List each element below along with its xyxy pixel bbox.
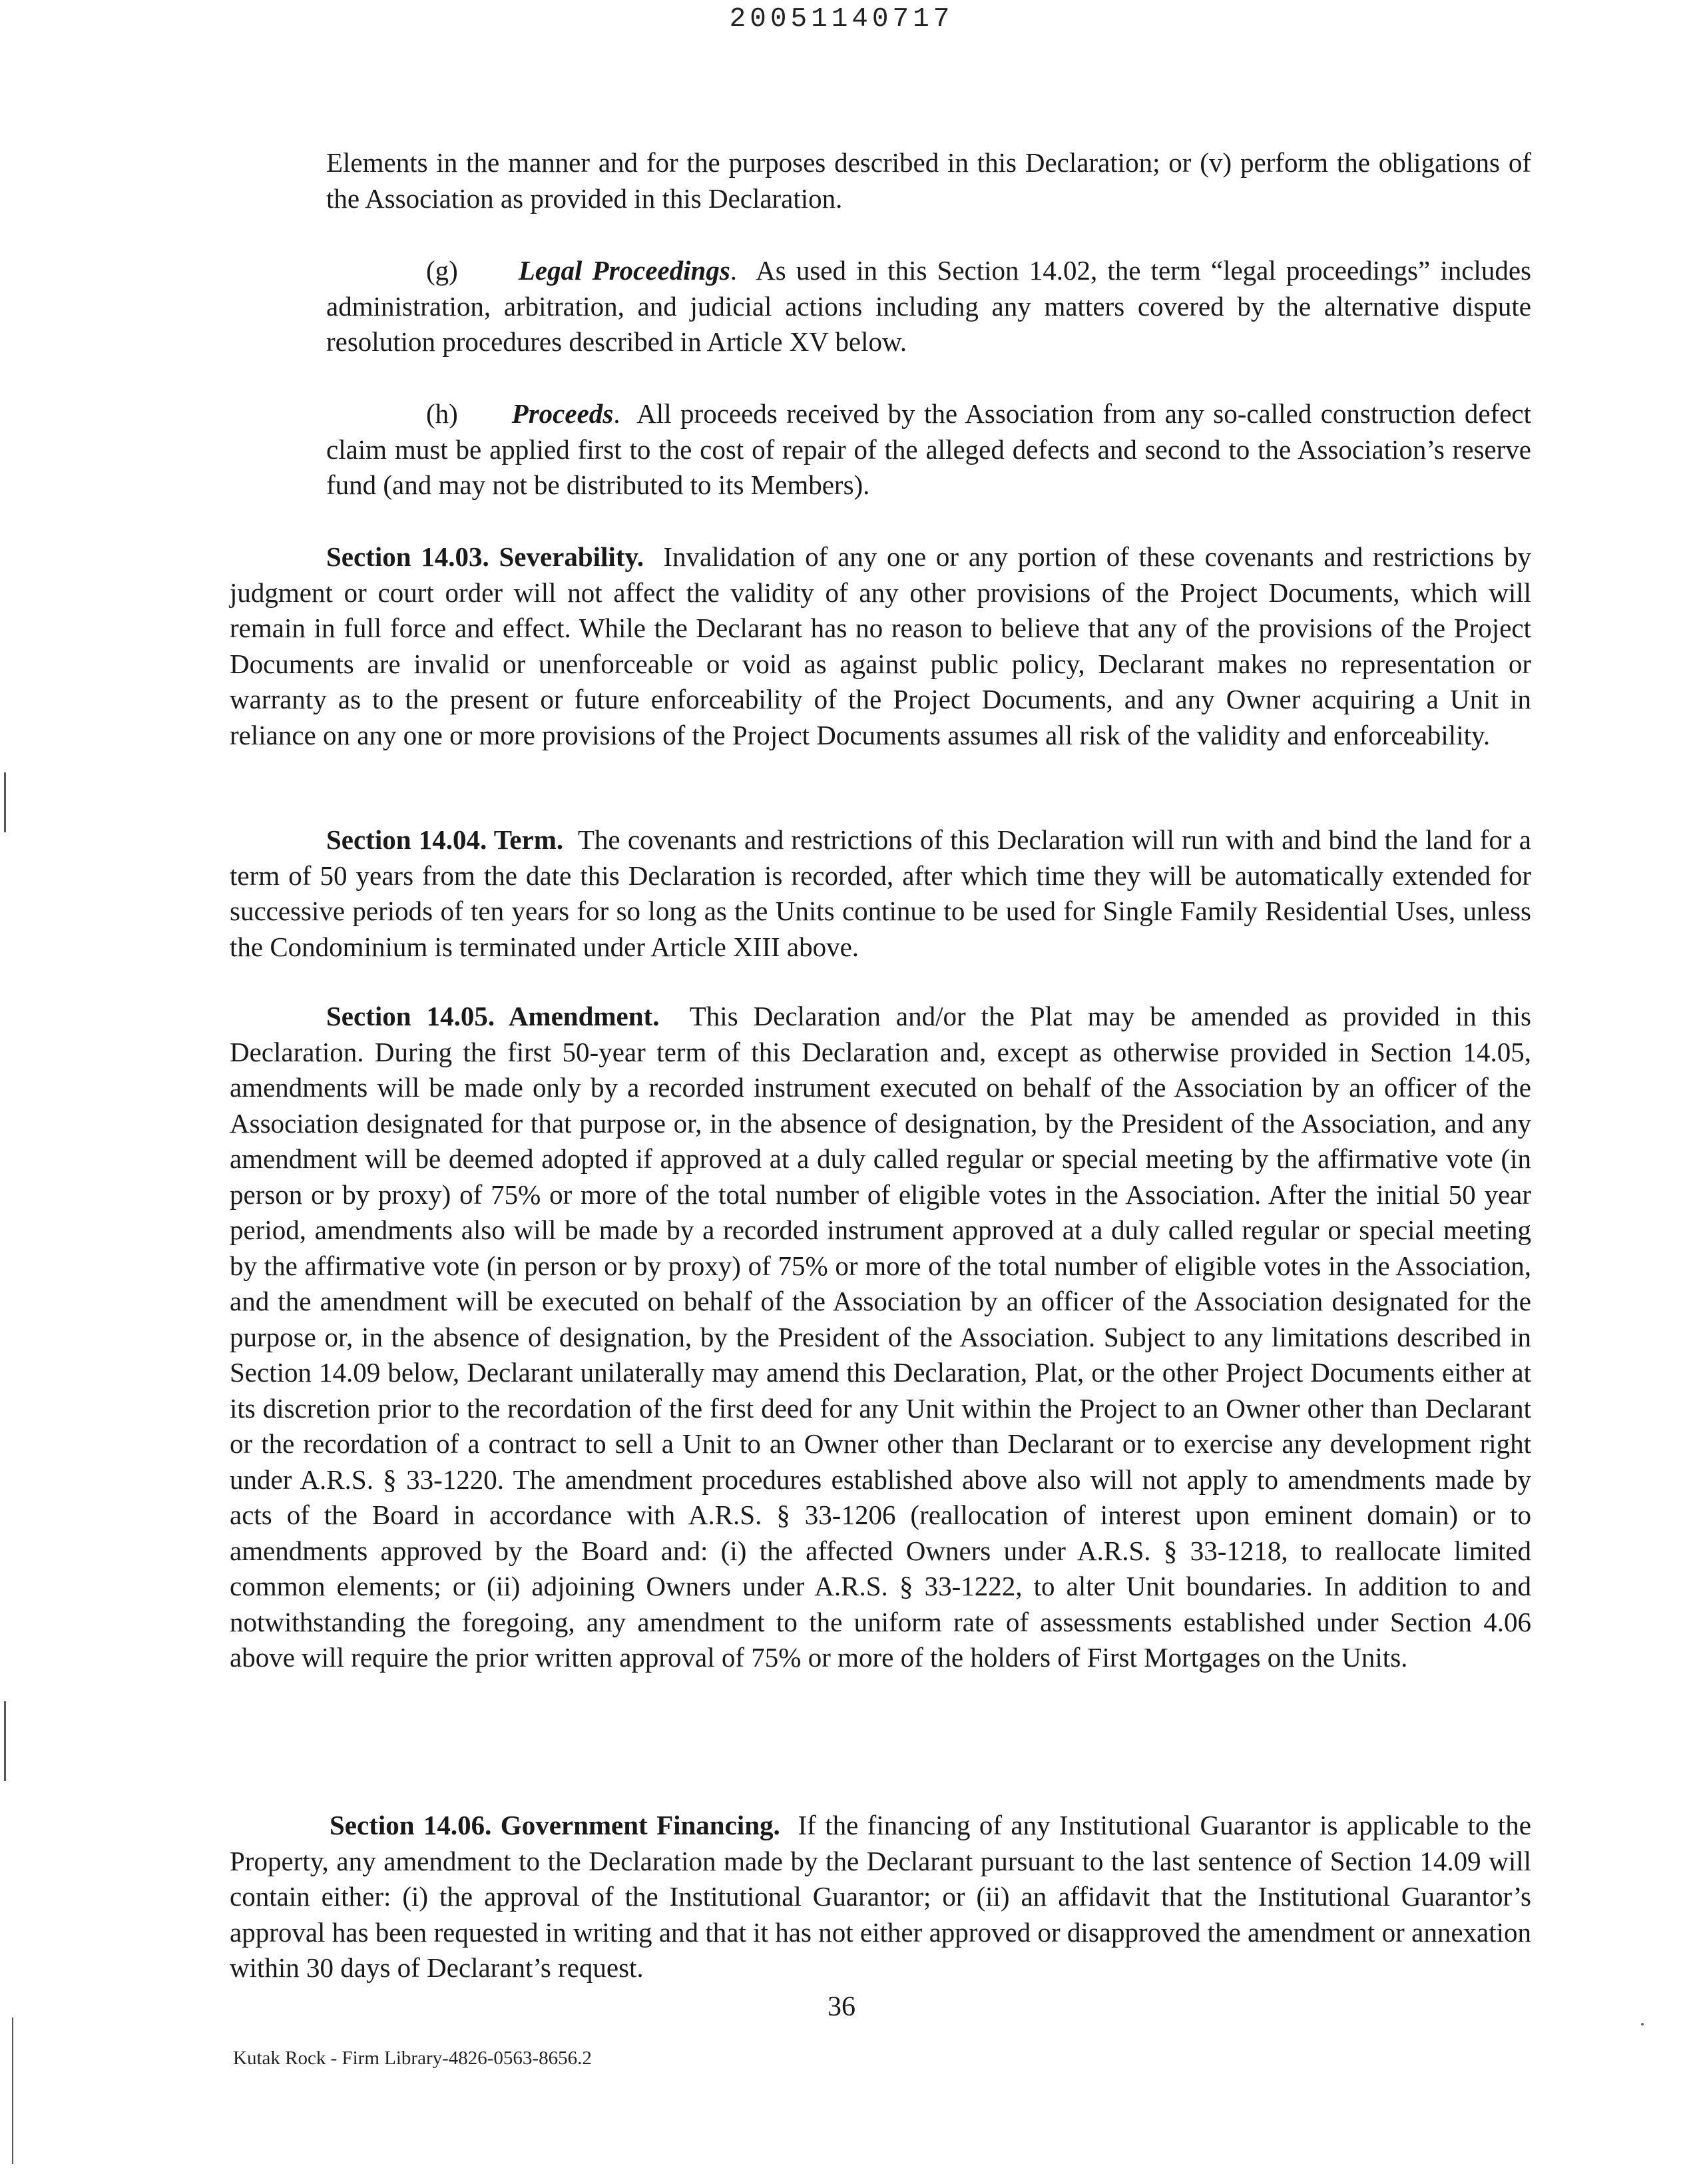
heading-period: . (730, 255, 738, 286)
heading-period: . (613, 398, 620, 429)
heading-period: . (773, 1810, 780, 1840)
item-heading: Legal Proceedings (518, 255, 730, 286)
item-label: (g) (426, 255, 458, 286)
scan-edge-mark (4, 772, 6, 832)
heading-period: . (636, 541, 644, 572)
page-number: 36 (828, 1992, 855, 2022)
section-14-03 (230, 539, 1531, 753)
document-number: 20051140717 (729, 4, 954, 35)
section-heading: Section 14.03. Severability (326, 541, 637, 572)
section-heading: Section 14.04. Term (326, 824, 557, 855)
section-14-05 (230, 999, 1531, 1676)
section-heading: Section 14.06. Government Financing (330, 1810, 774, 1840)
heading-period: . (652, 1001, 660, 1031)
scan-edge-mark (4, 1701, 6, 1781)
item-body: All proceeds received by the Association from any so-called construction defect claim must be applied first to the cost of repair of the alleged defects and second to the Association’s reserve fund (and may not be distributed to its Members). (326, 398, 1531, 500)
section-14-06 (230, 1808, 1531, 1986)
section-body: This Declaration and/or the Plat may be amended as provided in this Declaration. During the first 50-year term of this Declaration and, except as otherwise provided in Section 14.05, amendments will be made only by a recorded instrument executed on behalf of the Association by an officer of the Association designated for that purpose or, in the absence of designation, by the President of the Association, and any amendment will be deemed adopted if approved at a duly called regular or special meeting by the affirmative vote (in person or by proxy) of 75% or more of the total number of eligible votes in the Association. After the initial 50 year period, amendments also will be made by a recorded instrument approved at a duly called regular or special meeting by the affirmative vote (in person or by proxy) of 75% or more of the total number of eligible votes in the Association, and the amendment will be executed on behalf of the Association by an officer of the Association designated for the purpose or, in the absence of designation, by the President of the Association. Subject to any limitations described in Section 14.09 below, Declarant unilaterally may amend this Declaration, Plat, or the other Project Documents either at its discretion prior to the recordation of the first deed for any Unit within the Project to an Owner other than Declarant or the recordation of a contract to sell a Unit to an Owner other than Declarant or to exercise any development right under A.R.S. § 33-1220. The amendment procedures established above also will not apply to amendments made by acts of the Board in accordance with A.R.S. § 33-1206 (reallocation of interest upon eminent domain) or to amendments approved by the Board and: (i) the affected Owners under A.R.S. § 33-1218, to reallocate limited common elements; or (ii) adjoining Owners under A.R.S. § 33-1222, to alter Unit boundaries. In addition to and notwithstanding the foregoing, any amendment to the uniform rate of assessments established under Section 4.06 above will require the prior written approval of 75% or more of the holders of First Mortgages on the Units. (230, 1001, 1532, 1673)
section-heading: Section 14.05. Amendment (326, 1001, 653, 1031)
section-14-04 (230, 822, 1531, 965)
footer-library-id: Kutak Rock - Firm Library-4826-0563-8656.2 (233, 2048, 592, 2069)
section-body: The covenants and restrictions of this Declaration will run with and bind the land for a term of 50 years from the date this Declaration is recorded, after which time they will be automatically extended for successive periods of ten years for so long as the Units continue to be used for Single Family Residential Uses, unless the Condominium is terminated under Article XIII above. (230, 824, 1531, 962)
section-body: If the financing of any Institutional Guarantor is applicable to the Property, any amendment to the Declaration made by the Declarant pursuant to the last sentence of Section 14.09 will contain either: (i) the approval of the Institutional Guarantor; or (ii) an affidavit that the Institutional Guarantor’s approval has been requested in writing and that it has not either approved or disapproved the amendment or annexation within 30 days of Declarant’s request. (230, 1810, 1532, 1983)
heading-period: . (556, 824, 564, 855)
item-label: (h) (426, 398, 458, 429)
item-heading: Proceeds (511, 398, 614, 429)
section-body: Invalidation of any one or any portion of these covenants and restrictions by judgment or court order will not affect the validity of any other provisions of the Project Documents, which will remain in full force and effect. While the Declarant has no reason to believe that any of the provisions of the Project Documents are invalid or unenforceable or void as against public policy, Declarant makes no representation or warranty as to the present or future enforceability of the Project Documents, and any Owner acquiring a Unit in reliance on any one or more provisions of the Project Documents assumes all risk of the validity and enforceability. (230, 541, 1531, 750)
scan-edge-mark (12, 2018, 13, 2164)
scan-speck (1641, 2023, 1644, 2026)
item-body: As used in this Section 14.02, the term “legal proceedings” includes administration, arbitration, and judicial actions including any matters covered by the alternative dispute resolution procedures described in Article XV below. (326, 255, 1531, 357)
paragraph-legal-proceedings (326, 253, 1531, 360)
paragraph-proceeds (326, 396, 1531, 503)
paragraph-continuation: Elements in the manner and for the purposes described in this Declaration; or (v) perform the obligations of the Association as provided in this Declaration. (326, 147, 1531, 214)
